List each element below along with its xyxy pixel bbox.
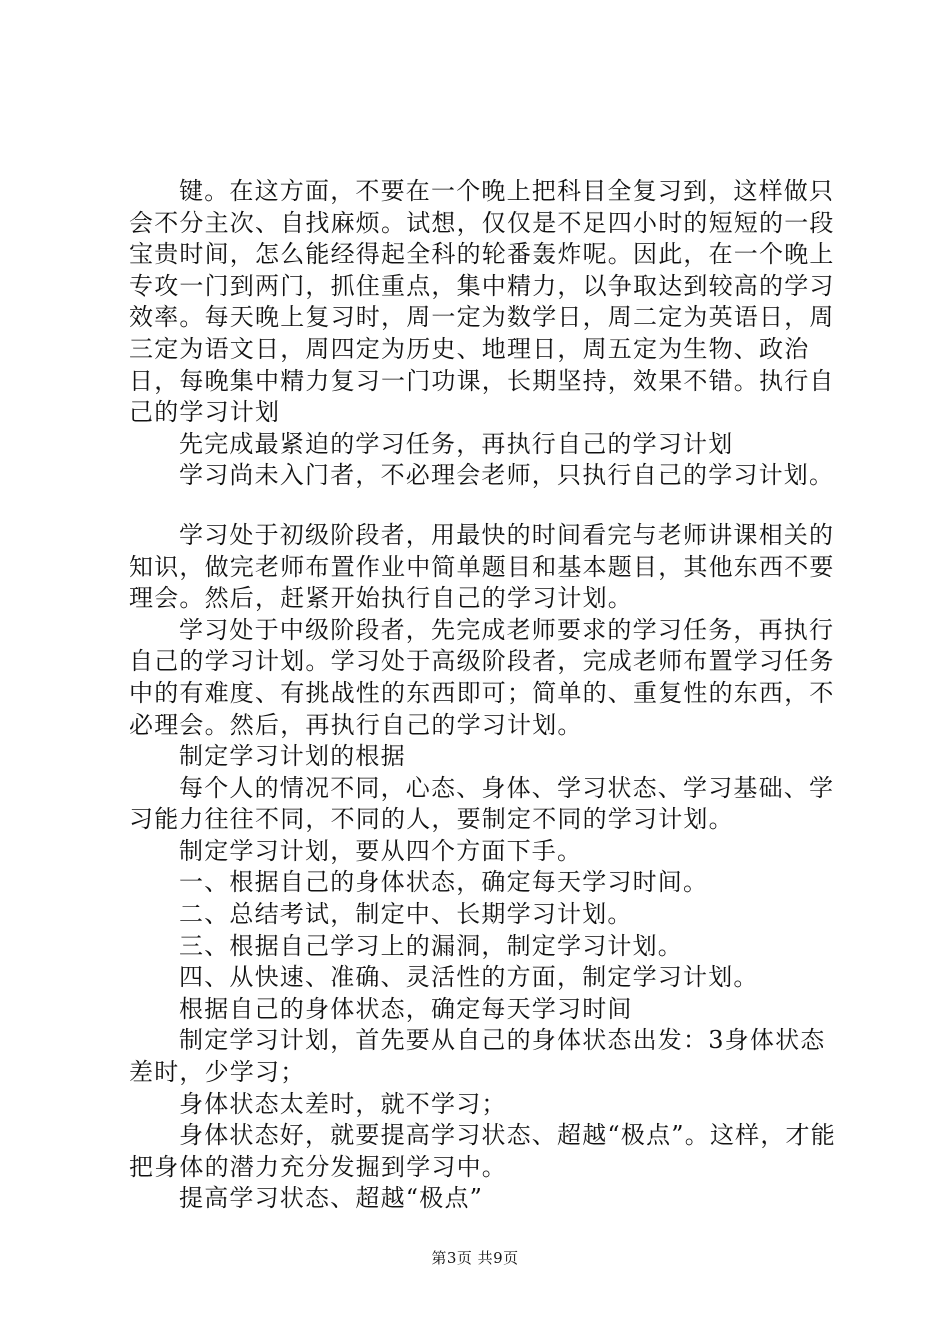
paragraph: 身体状态好，就要提高学习状态、超越“极点”。这样，才能把身体的潜力充分发掘到学习中。 — [129, 1121, 836, 1181]
section-heading: 提高学习状态、超越“极点” — [179, 1184, 484, 1213]
list-item: 四、从快速、准确、灵活性的方面，制定学习计划。 — [179, 963, 759, 992]
paragraph: 身体状态太差时，就不学习； — [179, 1089, 507, 1118]
paragraph: 键。在这方面，不要在一个晚上把科目全复习到，这样做只会不分主次、自找麻烦。试想，仅仅是不足四小时的短短的一段宝贵时间，怎么能经得起全科的轮番轰炸呢。因此，在一个晚上专攻一门到两门，抓住重点，集中精力，以争取达到较高的学习效率。每天晚上复习时，周一定为数学日，周二定为英语日，周三定为语文日，周四定为历史、地理日，周五定为生物、政治日，每晚集中精力复习一门功课，长期坚持，效果不错。执行自己的学习计划 — [129, 177, 835, 427]
paragraph: 先完成最紧迫的学习任务，再执行自己的学习计划 — [179, 429, 734, 458]
paragraph: 制定学习计划，首先要从自己的身体状态出发：3身体状态差时，少学习； — [129, 1026, 826, 1087]
paragraph: 学习处于初级阶段者，用最快的时间看完与老师讲课相关的知识，做完老师布置作业中简单题目和基本题目，其他东西不要理会。然后，赶紧开始执行自己的学习计划。 — [129, 520, 835, 613]
list-item: 二、总结考试，制定中、长期学习计划。 — [179, 900, 633, 929]
paragraph: 制定学习计划，要从四个方面下手。 — [179, 836, 583, 865]
section-heading: 制定学习计划的根据 — [179, 742, 406, 771]
paragraph: 每个人的情况不同，心态、身体、学习状态、学习基础、学习能力往往不同，不同的人，要制定不同的学习计划。 — [129, 773, 835, 834]
paragraph-spacer — [129, 492, 849, 520]
list-item: 三、根据自己学习上的漏洞，制定学习计划。 — [179, 931, 683, 960]
paragraph: 学习处于中级阶段者，先完成老师要求的学习任务，再执行自己的学习计划。学习处于高级阶段者，完成老师布置学习任务中的有难度、有挑战性的东西即可；简单的、重复性的东西，不必理会。然后，再执行自己的学习计划。 — [129, 615, 835, 739]
section-heading: 根据自己的身体状态，确定每天学习时间 — [179, 994, 633, 1023]
paragraph: 学习尚未入门者，不必理会老师，只执行自己的学习计划。 — [179, 461, 835, 490]
document-body — [129, 176, 849, 1215]
page-number-footer: 第3页 共9页 — [431, 1249, 519, 1267]
list-item: 一、根据自己的身体状态，确定每天学习时间。 — [179, 868, 709, 897]
